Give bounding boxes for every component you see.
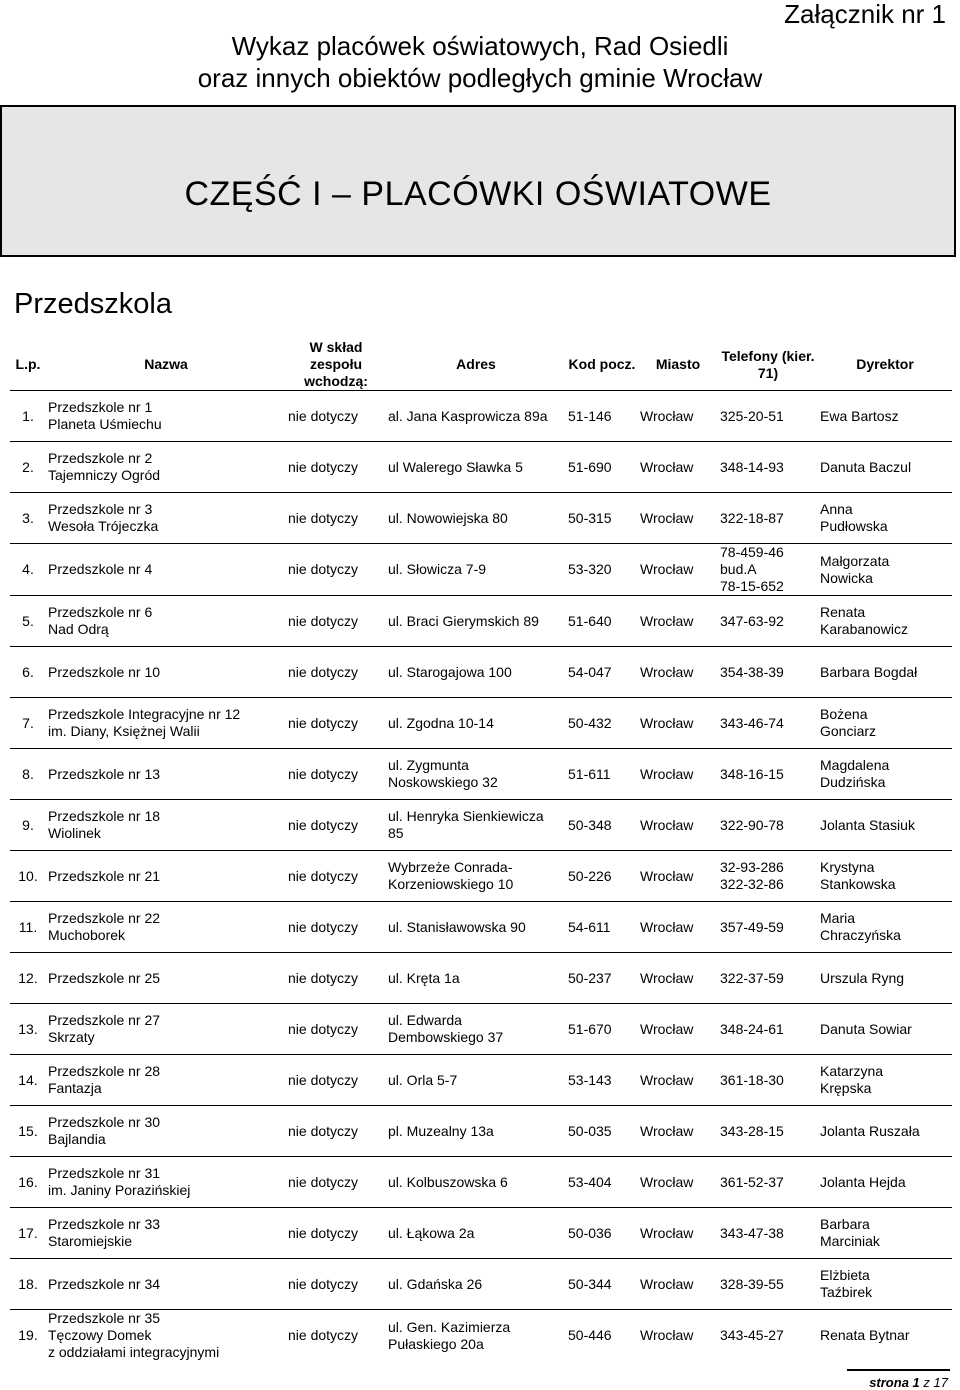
cell-phones: 357-49-59 [718, 902, 818, 953]
cell-director: Maria Chraczyńska [818, 902, 952, 953]
cell-address: ul. Słowicza 7-9 [386, 544, 566, 596]
table-row [10, 544, 952, 596]
cell-address: ul. Zygmunta Noskowskiego 32 [386, 749, 566, 800]
cell-name: Przedszkole Integracyjne nr 12 im. Diany, Księżnej Walii [46, 698, 286, 749]
cell-city: Wrocław [638, 1259, 718, 1310]
cell-director: Katarzyna Krępska [818, 1055, 952, 1106]
col-header-name: Nazwa [46, 339, 286, 391]
cell-postcode: 50-226 [566, 851, 638, 902]
cell-lp: 9. [10, 800, 46, 851]
cell-postcode: 50-237 [566, 953, 638, 1004]
institutions-table [10, 339, 952, 1361]
cell-complex: nie dotyczy [286, 749, 386, 800]
cell-name: Przedszkole nr 13 [46, 749, 286, 800]
cell-city: Wrocław [638, 1208, 718, 1259]
cell-complex: nie dotyczy [286, 698, 386, 749]
cell-name: Przedszkole nr 30 Bajlandia [46, 1106, 286, 1157]
cell-city: Wrocław [638, 1055, 718, 1106]
page-of: z [923, 1375, 930, 1390]
table-row [10, 391, 952, 442]
cell-postcode: 54-611 [566, 902, 638, 953]
cell-complex: nie dotyczy [286, 851, 386, 902]
cell-postcode: 53-320 [566, 544, 638, 596]
cell-city: Wrocław [638, 391, 718, 442]
cell-name: Przedszkole nr 3 Wesoła Trójeczka [46, 493, 286, 544]
cell-director: Elżbieta Taźbirek [818, 1259, 952, 1310]
cell-complex: nie dotyczy [286, 800, 386, 851]
cell-postcode: 50-446 [566, 1310, 638, 1362]
cell-address: ul. Zgodna 10-14 [386, 698, 566, 749]
cell-city: Wrocław [638, 596, 718, 647]
table-row [10, 1106, 952, 1157]
page-total: 17 [933, 1375, 948, 1390]
cell-address: ul. Nowowiejska 80 [386, 493, 566, 544]
col-header-complex: W skład zespołu wchodzą: [286, 339, 386, 391]
cell-phones: 348-14-93 [718, 442, 818, 493]
cell-city: Wrocław [638, 647, 718, 698]
cell-postcode: 50-036 [566, 1208, 638, 1259]
cell-city: Wrocław [638, 902, 718, 953]
cell-phones: 343-45-27 [718, 1310, 818, 1362]
cell-address: ul Walerego Sławka 5 [386, 442, 566, 493]
page-current: 1 [912, 1375, 920, 1390]
cell-city: Wrocław [638, 544, 718, 596]
col-header-postcode: Kod pocz. [566, 339, 638, 391]
cell-director: Magdalena Dudzińska [818, 749, 952, 800]
cell-address: ul. Łąkowa 2a [386, 1208, 566, 1259]
table-row [10, 1004, 952, 1055]
cell-name: Przedszkole nr 33 Staromiejskie [46, 1208, 286, 1259]
cell-name: Przedszkole nr 27 Skrzaty [46, 1004, 286, 1055]
cell-address: ul. Starogajowa 100 [386, 647, 566, 698]
cell-name: Przedszkole nr 10 [46, 647, 286, 698]
cell-lp: 7. [10, 698, 46, 749]
cell-director: Renata Bytnar [818, 1310, 952, 1362]
cell-complex: nie dotyczy [286, 1208, 386, 1259]
cell-director: Anna Pudłowska [818, 493, 952, 544]
cell-address: ul. Henryka Sienkiewicza 85 [386, 800, 566, 851]
table-row [10, 902, 952, 953]
cell-complex: nie dotyczy [286, 953, 386, 1004]
table-row [10, 493, 952, 544]
cell-lp: 1. [10, 391, 46, 442]
cell-director: Urszula Ryng [818, 953, 952, 1004]
cell-city: Wrocław [638, 1004, 718, 1055]
cell-address: ul. Edwarda Dembowskiego 37 [386, 1004, 566, 1055]
cell-address: ul. Braci Gierymskich 89 [386, 596, 566, 647]
cell-director: Jolanta Hejda [818, 1157, 952, 1208]
col-header-director: Dyrektor [818, 339, 952, 391]
part-title: CZĘŚĆ I – PLACÓWKI OŚWIATOWE [184, 175, 772, 213]
cell-complex: nie dotyczy [286, 493, 386, 544]
cell-city: Wrocław [638, 1157, 718, 1208]
cell-lp: 16. [10, 1157, 46, 1208]
cell-phones: 322-37-59 [718, 953, 818, 1004]
cell-name: Przedszkole nr 34 [46, 1259, 286, 1310]
cell-lp: 10. [10, 851, 46, 902]
table-row [10, 1208, 952, 1259]
cell-name: Przedszkole nr 6 Nad Odrą [46, 596, 286, 647]
section-heading: Przedszkola [14, 288, 172, 320]
cell-phones: 343-47-38 [718, 1208, 818, 1259]
cell-director: Małgorzata Nowicka [818, 544, 952, 596]
cell-city: Wrocław [638, 800, 718, 851]
table-row [10, 851, 952, 902]
cell-director: Barbara Marciniak [818, 1208, 952, 1259]
cell-complex: nie dotyczy [286, 1157, 386, 1208]
cell-address: pl. Muzealny 13a [386, 1106, 566, 1157]
cell-director: Danuta Baczul [818, 442, 952, 493]
cell-postcode: 51-670 [566, 1004, 638, 1055]
col-header-lp: L.p. [10, 339, 46, 391]
cell-postcode: 50-344 [566, 1259, 638, 1310]
table-row [10, 1259, 952, 1310]
cell-address: ul. Kręta 1a [386, 953, 566, 1004]
col-header-city: Miasto [638, 339, 718, 391]
cell-complex: nie dotyczy [286, 1004, 386, 1055]
cell-postcode: 54-047 [566, 647, 638, 698]
cell-complex: nie dotyczy [286, 544, 386, 596]
cell-director: Krystyna Stankowska [818, 851, 952, 902]
document-title-line2: oraz innych obiektów podległych gminie Wrocław [197, 63, 763, 93]
annex-label: Załącznik nr 1 [784, 0, 946, 29]
cell-postcode: 53-143 [566, 1055, 638, 1106]
part-title-box [0, 105, 956, 257]
cell-name: Przedszkole nr 1 Planeta Uśmiechu [46, 391, 286, 442]
table-row [10, 1055, 952, 1106]
cell-address: ul. Orla 5-7 [386, 1055, 566, 1106]
cell-city: Wrocław [638, 1310, 718, 1362]
cell-director: Jolanta Stasiuk [818, 800, 952, 851]
cell-lp: 8. [10, 749, 46, 800]
cell-complex: nie dotyczy [286, 442, 386, 493]
cell-complex: nie dotyczy [286, 1259, 386, 1310]
page-footer [847, 1369, 950, 1390]
cell-phones: 328-39-55 [718, 1259, 818, 1310]
cell-name: Przedszkole nr 28 Fantazja [46, 1055, 286, 1106]
cell-name: Przedszkole nr 18 Wiolinek [46, 800, 286, 851]
cell-director: Jolanta Ruszała [818, 1106, 952, 1157]
cell-address: Wybrzeże Conrada- Korzeniowskiego 10 [386, 851, 566, 902]
cell-name: Przedszkole nr 4 [46, 544, 286, 596]
cell-phones: 343-28-15 [718, 1106, 818, 1157]
cell-postcode: 51-640 [566, 596, 638, 647]
cell-city: Wrocław [638, 851, 718, 902]
cell-phones: 361-52-37 [718, 1157, 818, 1208]
cell-city: Wrocław [638, 1106, 718, 1157]
cell-phones: 32-93-286 322-32-86 [718, 851, 818, 902]
page-word: strona [869, 1375, 909, 1390]
cell-lp: 14. [10, 1055, 46, 1106]
cell-city: Wrocław [638, 749, 718, 800]
cell-lp: 3. [10, 493, 46, 544]
cell-director: Bożena Gonciarz [818, 698, 952, 749]
cell-director: Ewa Bartosz [818, 391, 952, 442]
cell-postcode: 50-315 [566, 493, 638, 544]
cell-phones: 347-63-92 [718, 596, 818, 647]
col-header-address: Adres [386, 339, 566, 391]
cell-postcode: 50-348 [566, 800, 638, 851]
cell-complex: nie dotyczy [286, 391, 386, 442]
table-row [10, 698, 952, 749]
cell-postcode: 51-146 [566, 391, 638, 442]
cell-director: Danuta Sowiar [818, 1004, 952, 1055]
cell-postcode: 53-404 [566, 1157, 638, 1208]
cell-complex: nie dotyczy [286, 1310, 386, 1362]
table-row [10, 749, 952, 800]
cell-name: Przedszkole nr 35 Tęczowy Domek z oddziałami integracyjnymi [46, 1310, 286, 1362]
cell-lp: 15. [10, 1106, 46, 1157]
cell-complex: nie dotyczy [286, 1055, 386, 1106]
cell-lp: 13. [10, 1004, 46, 1055]
cell-address: ul. Gdańska 26 [386, 1259, 566, 1310]
cell-phones: 322-18-87 [718, 493, 818, 544]
cell-phones: 322-90-78 [718, 800, 818, 851]
cell-phones: 348-24-61 [718, 1004, 818, 1055]
cell-lp: 6. [10, 647, 46, 698]
cell-lp: 5. [10, 596, 46, 647]
cell-address: ul. Stanisławowska 90 [386, 902, 566, 953]
table-row [10, 647, 952, 698]
cell-address: al. Jana Kasprowicza 89a [386, 391, 566, 442]
cell-city: Wrocław [638, 442, 718, 493]
table-row [10, 1310, 952, 1362]
cell-lp: 17. [10, 1208, 46, 1259]
cell-phones: 354-38-39 [718, 647, 818, 698]
table-row [10, 953, 952, 1004]
col-header-phones: Telefony (kier. 71) [718, 339, 818, 391]
cell-phones: 348-16-15 [718, 749, 818, 800]
document-title-line1: Wykaz placówek oświatowych, Rad Osiedli [231, 31, 729, 61]
cell-complex: nie dotyczy [286, 902, 386, 953]
table-row [10, 442, 952, 493]
cell-director: Renata Karabanowicz [818, 596, 952, 647]
cell-lp: 2. [10, 442, 46, 493]
cell-postcode: 50-432 [566, 698, 638, 749]
cell-lp: 12. [10, 953, 46, 1004]
cell-city: Wrocław [638, 493, 718, 544]
cell-complex: nie dotyczy [286, 596, 386, 647]
cell-director: Barbara Bogdał [818, 647, 952, 698]
cell-postcode: 51-690 [566, 442, 638, 493]
cell-name: Przedszkole nr 2 Tajemniczy Ogród [46, 442, 286, 493]
table-row [10, 596, 952, 647]
cell-phones: 325-20-51 [718, 391, 818, 442]
cell-name: Przedszkole nr 25 [46, 953, 286, 1004]
cell-lp: 18. [10, 1259, 46, 1310]
cell-name: Przedszkole nr 22 Muchoborek [46, 902, 286, 953]
cell-phones: 78-459-46 bud.A 78-15-652 [718, 544, 818, 596]
cell-postcode: 51-611 [566, 749, 638, 800]
cell-name: Przedszkole nr 31 im. Janiny Porazińskiej [46, 1157, 286, 1208]
table-header-row [10, 339, 952, 391]
cell-city: Wrocław [638, 698, 718, 749]
cell-lp: 4. [10, 544, 46, 596]
cell-postcode: 50-035 [566, 1106, 638, 1157]
cell-phones: 343-46-74 [718, 698, 818, 749]
cell-address: ul. Gen. Kazimierza Pułaskiego 20a [386, 1310, 566, 1362]
cell-complex: nie dotyczy [286, 1106, 386, 1157]
table-row [10, 1157, 952, 1208]
cell-lp: 19. [10, 1310, 46, 1362]
cell-name: Przedszkole nr 21 [46, 851, 286, 902]
cell-complex: nie dotyczy [286, 647, 386, 698]
cell-city: Wrocław [638, 953, 718, 1004]
cell-phones: 361-18-30 [718, 1055, 818, 1106]
cell-lp: 11. [10, 902, 46, 953]
cell-address: ul. Kolbuszowska 6 [386, 1157, 566, 1208]
table-row [10, 800, 952, 851]
table-body [10, 391, 952, 1362]
